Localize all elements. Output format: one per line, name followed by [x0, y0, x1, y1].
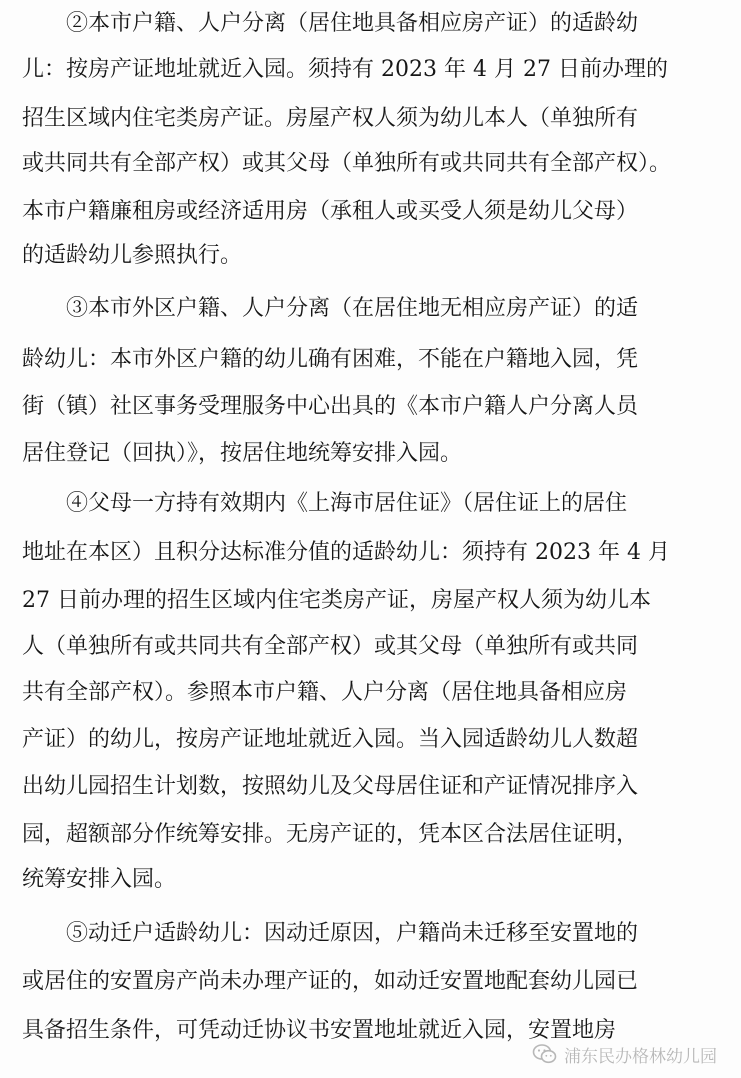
watermark: [532, 1036, 717, 1072]
text-line: ⑤动迁户适龄幼儿：因动迁原因，户籍尚未迁移至安置地的: [66, 921, 639, 946]
text-line: 人（单独所有或共同共有全部产权）或其父母（单独所有或共同: [22, 634, 639, 659]
text-line: 产证）的幼儿，按房产证地址就近入园。当入园适龄幼儿人数超: [22, 727, 639, 752]
text-line: 统筹安排入园。: [22, 867, 177, 892]
text-line: 或共同共有全部产权）或其父母（单独所有或共同共有全部产权）。: [22, 151, 672, 176]
text-line: 具备招生条件，可凭动迁协议书安置地址就近入园，安置地房: [22, 1018, 617, 1043]
wechat-icon: [532, 1041, 558, 1067]
text-line: 街（镇）社区事务受理服务中心出具的《本市户籍人户分离人员: [22, 394, 639, 419]
text-line: 或居住的安置房产尚未办理产证的，如动迁安置地配套幼儿园已: [22, 969, 639, 994]
text-line: ②本市户籍、人户分离（居住地具备相应房产证）的适龄幼: [66, 11, 639, 36]
text-line: 地址在本区）且积分达标准分值的适龄幼儿：须持有 2023 年 4 月: [22, 540, 670, 565]
text-line: ④父母一方持有效期内《上海市居住证》（居住证上的居住: [66, 491, 628, 516]
text-line: 出幼儿园招生计划数，按照幼儿及父母居住证和产证情况排序入: [22, 774, 639, 799]
text-line: 居住登记（回执）》，按居住地统筹安排入园。: [22, 441, 463, 466]
text-line: 招生区域内住宅类房产证。房屋产权人须为幼儿本人（单独所有: [22, 106, 639, 131]
text-line: ③本市外区户籍、人户分离（在居住地无相应房产证）的适: [66, 296, 639, 321]
watermark-text: 浦东民办格林幼儿园: [564, 1046, 717, 1067]
text-line: 27 日前办理的招生区域内住宅类房产证，房屋产权人须为幼儿本: [22, 588, 651, 613]
text-line: 园，超额部分作统筹安排。无房产证的，凭本区合法居住证明，: [22, 822, 639, 847]
text-line: 的适龄幼儿参照执行。: [22, 243, 243, 268]
text-line: 儿：按房产证地址就近入园。须持有 2023 年 4 月 27 日前办理的: [22, 57, 668, 82]
text-line: 本市户籍廉租房或经济适用房（承租人或买受人须是幼儿父母）: [22, 199, 639, 224]
text-line: 龄幼儿：本市外区户籍的幼儿确有困难，不能在户籍地入园，凭: [22, 347, 639, 372]
text-line: 共有全部产权）。参照本市户籍、人户分离（居住地具备相应房: [22, 680, 628, 705]
